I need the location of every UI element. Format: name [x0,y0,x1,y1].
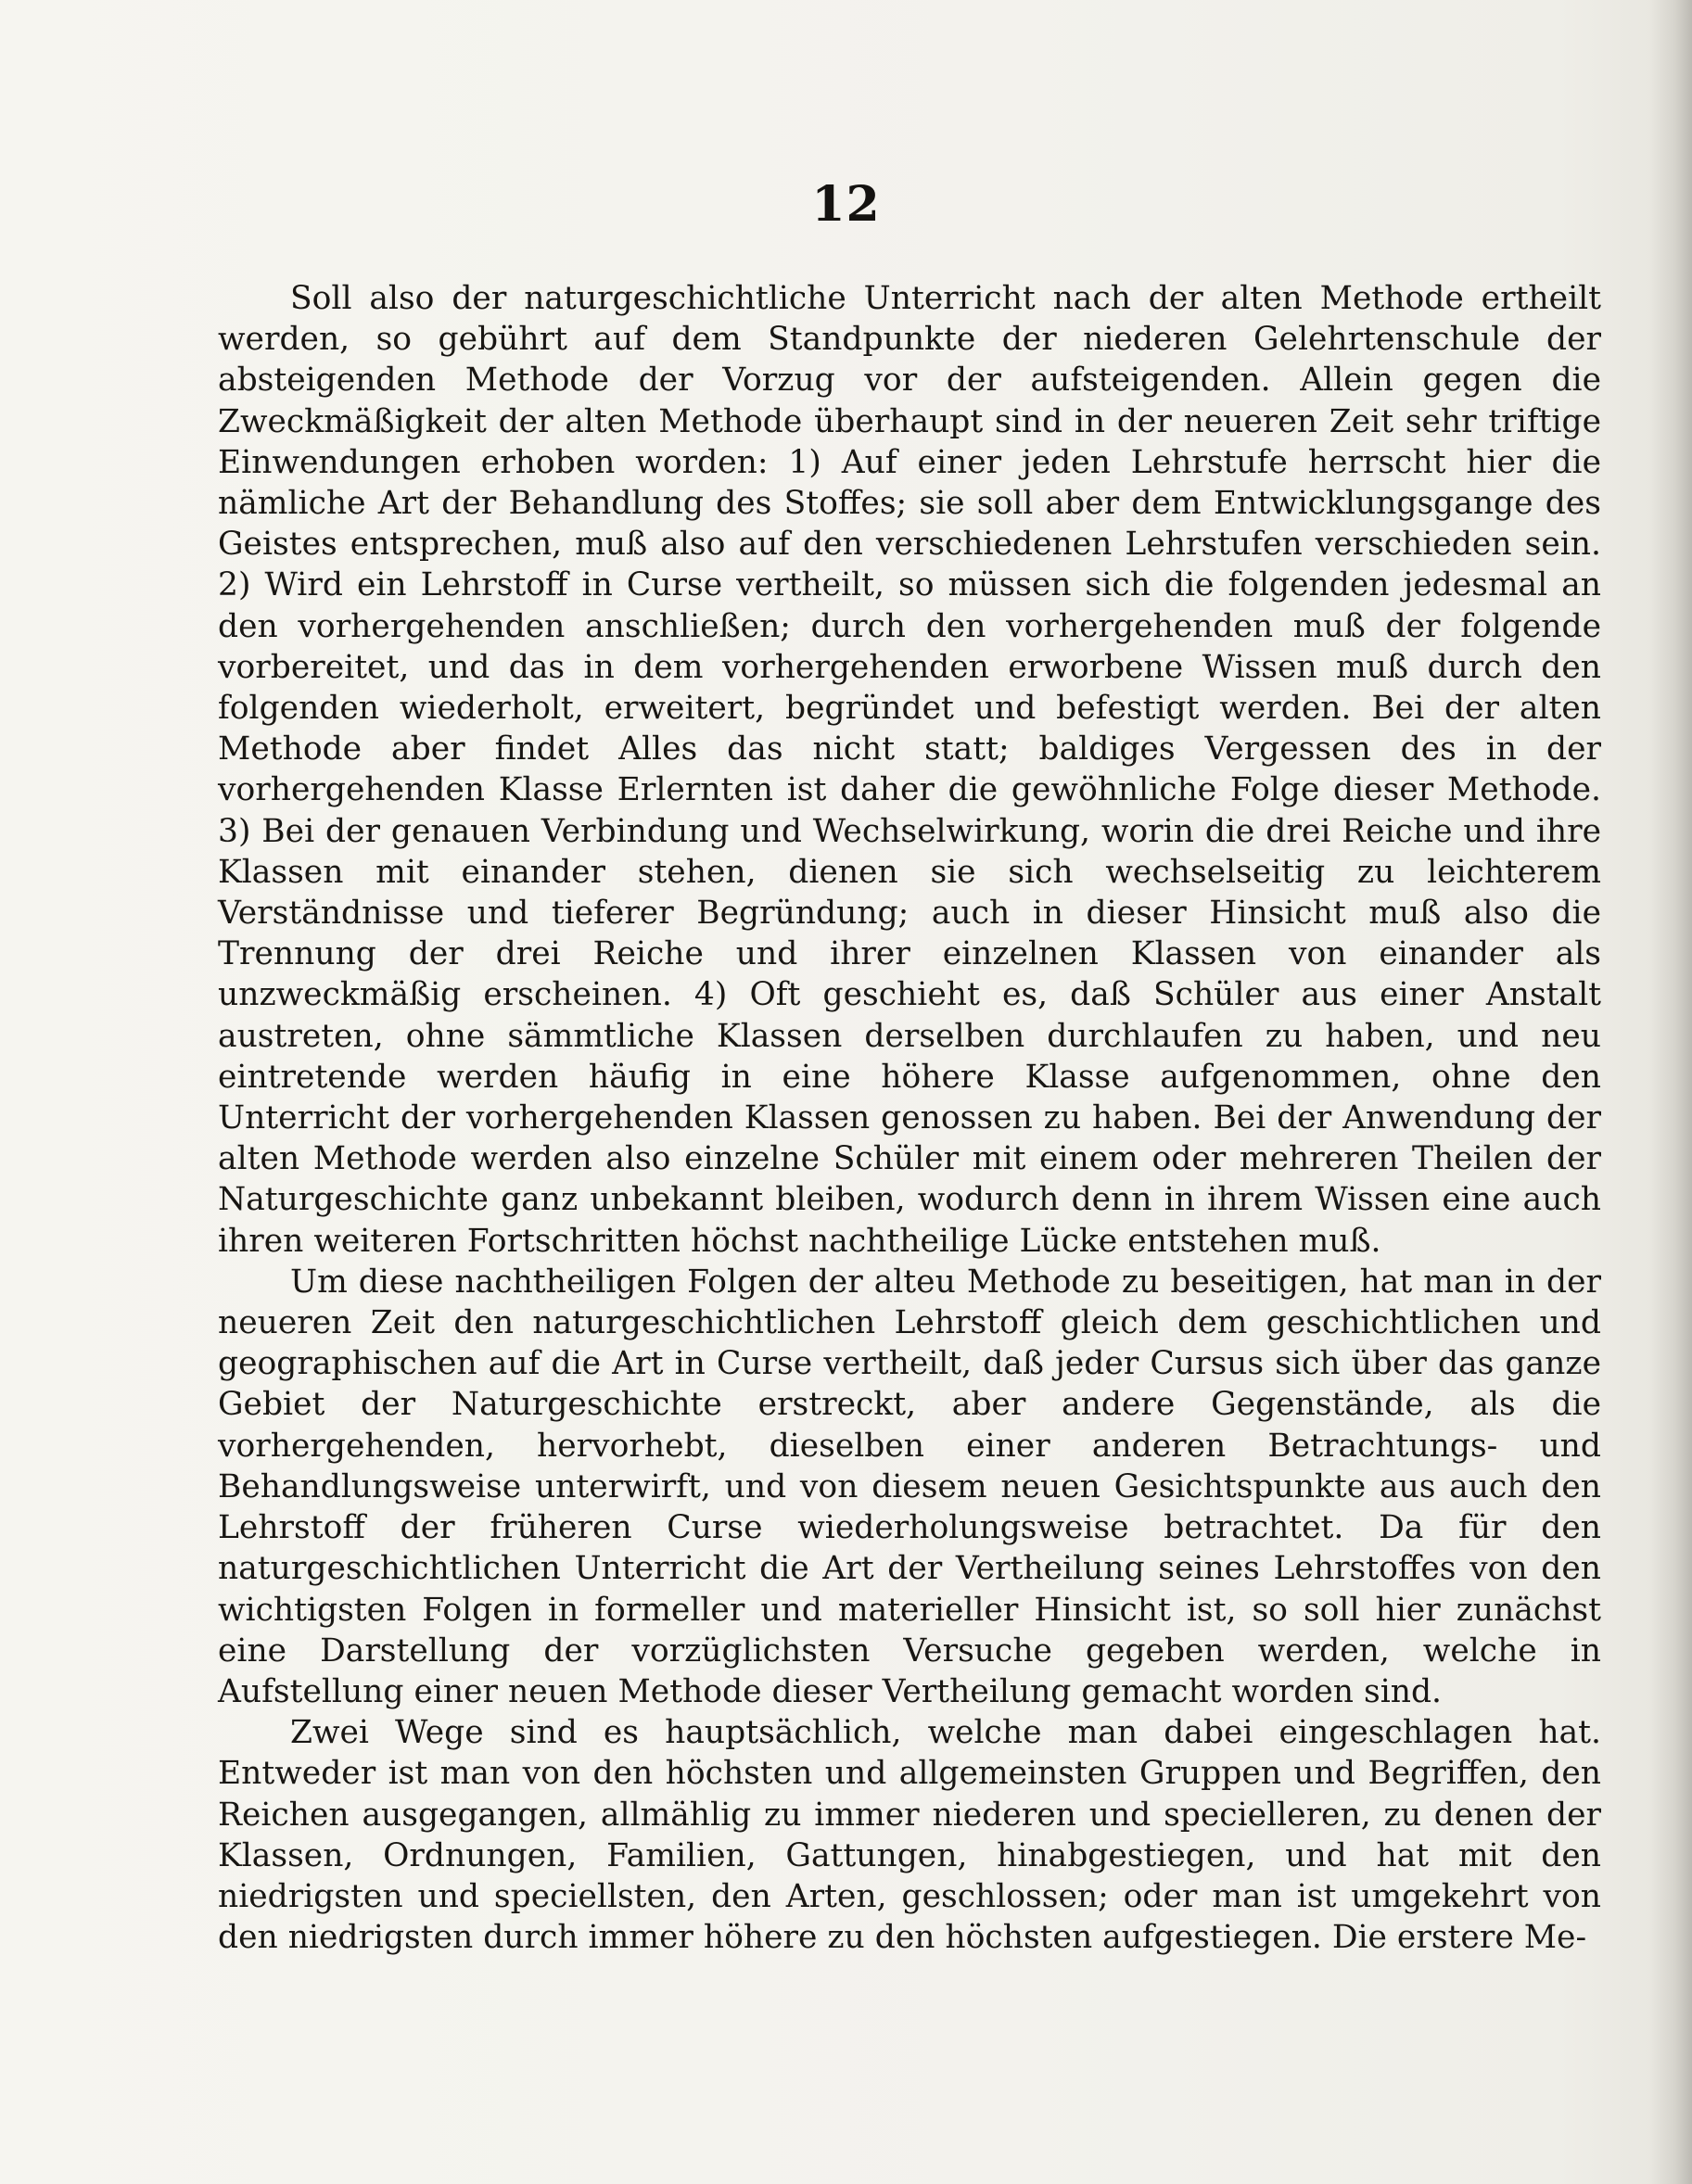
paragraph-2: Um diese nachtheiligen Folgen der alteu Methode zu beseitigen, hat man in der neueren Zeit den naturgeschichtlichen Lehrstoff gleich dem geschichtlichen und geographischen auf die Art in Curse vertheilt, daß jeder Cursus sich über das ganze Gebiet der Naturgeschichte erstreckt, aber andere Gegenstände, als die vorhergehenden, hervorhebt, dieselben einer anderen Betrachtungs- und Behandlungsweise unterwirft, und von diesem neuen Gesichtspunkte aus auch den Lehrstoff der früheren Curse wiederholungsweise betrachtet. Da für den naturgeschichtlichen Unterricht die Art der Vertheilung seines Lehrstoffes von den wichtigsten Folgen in formeller und materieller Hinsicht ist, so soll hier zunächst eine Darstellung der vorzüglichsten Versuche gegeben werden, welche in Aufstellung einer neuen Methode dieser Vertheilung gemacht worden sind. [218,1263,1601,1710]
page-edge-shadow [1649,0,1692,2184]
paragraph-3: Zwei Wege sind es hauptsächlich, welche man dabei eingeschlagen hat. Entweder ist man von den höchsten und allgemeinsten Gruppen und Begriffen, den Reichen ausgegangen, allmählig zu immer niederen und specielleren, zu denen der Klassen, Ordnungen, Familien, Gattungen, hinabgestiegen, und hat mit den niedrigsten und speciellsten, den Arten, geschlossen; oder man ist umgekehrt von den niedrigsten durch immer höhere zu den höchsten aufgestiegen. Die erstere Me- [218,1714,1601,1957]
paragraph-1: Soll also der naturgeschichtliche Unterricht nach der alten Methode ertheilt werden, so gebührt auf dem Standpunkte der niederen Gelehrtenschule der absteigenden Methode der Vorzug vor der aufsteigenden. Allein gegen die Zweckmäßigkeit der alten Methode überhaupt sind in der neueren Zeit sehr triftige Einwendungen erhoben worden: 1) Auf einer jeden Lehrstufe herrscht hier die nämliche Art der Behandlung des Stoffes; sie soll aber dem Entwicklungsgange des Geistes entsprechen, muß also auf den verschiedenen Lehrstufen verschieden sein. 2) Wird ein Lehrstoff in Curse vertheilt, so müssen sich die folgenden jedesmal an den vorhergehenden anschließen; durch den vorhergehenden muß der folgende vorbereitet, und das in dem vorhergehenden erworbene Wissen muß durch den folgenden wiederholt, erweitert, begründet und befestigt werden. Bei der alten Methode aber findet Alles das nicht statt; baldiges Vergessen des in der vorhergehenden Klasse Erlernten ist daher die gewöhnliche Folge dieser Methode. 3) Bei der genauen Verbindung und Wechselwirkung, worin die drei Reiche und ihre Klassen mit einander stehen, dienen sie sich wechselseitig zu leichterem Verständnisse und tieferer Begründung; auch in dieser Hinsicht muß also die Trennung der drei Reiche und ihrer einzelnen Klassen von einander als unzweckmäßig erscheinen. 4) Oft geschieht es, daß Schüler aus einer Anstalt austreten, ohne sämmtliche Klassen derselben durchlaufen zu haben, und neu eintretende werden häufig in eine höhere Klasse aufgenommen, ohne den Unterricht der vorhergehenden Klassen genossen zu haben. Bei der Anwendung der alten Methode werden also einzelne Schüler mit einem oder mehreren Theilen der Naturgeschichte ganz unbekannt bleiben, wodurch denn in ihrem Wissen eine auch ihren weiteren Fortschritten höchst nachtheilige Lücke entstehen muß. [218,280,1601,1260]
page-number: 12 [811,176,881,233]
body-text [218,278,1601,1958]
